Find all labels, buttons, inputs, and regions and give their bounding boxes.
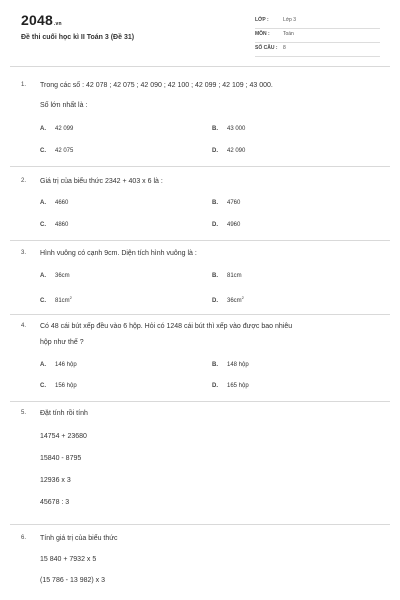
meta-label: SỐ CÂU :	[255, 45, 278, 51]
question-text: Tính giá trị của biểu thức	[40, 535, 118, 542]
answer-option[interactable]: A. 42 099	[40, 126, 74, 132]
question-text: Hình vuông có cạnh 9cm. Diện tích hình vuông là :	[40, 250, 197, 257]
meta-subject	[255, 28, 380, 43]
exam-title: Đề thi cuối học kì II Toán 3 (Đề 31)	[21, 34, 135, 41]
exercise-line: 12936 x 3	[40, 477, 71, 484]
answer-option[interactable]: C. 42 075	[40, 148, 74, 154]
meta-value: Lớp 3	[283, 17, 297, 23]
answer-option[interactable]: B. 43 000	[212, 126, 246, 132]
meta-label: MÔN :	[255, 31, 270, 37]
divider	[10, 166, 390, 167]
answer-option[interactable]: C. 4860	[40, 222, 69, 228]
answer-option[interactable]: D. 165 hộp	[212, 383, 249, 389]
exercise-line: (15 786 - 13 982) x 3	[40, 577, 105, 584]
question-text: Trong các số : 42 078 ; 42 075 ; 42 090 ; 42 100 ; 42 099 ; 42 109 ; 43 000.	[40, 82, 273, 89]
answer-option[interactable]: D. $36cm^2$	[212, 295, 244, 304]
answer-option[interactable]: D. 4960	[212, 222, 241, 228]
exercise-line: 14754 + 23680	[40, 433, 87, 440]
question-number: 1.	[21, 82, 27, 88]
question-text: Đặt tính rồi tính	[40, 410, 88, 417]
question-number: 2.	[21, 178, 27, 184]
divider	[10, 314, 390, 315]
divider	[10, 66, 390, 67]
exercise-line: 45678 : 3	[40, 499, 70, 506]
answer-option[interactable]: C. 156 hộp	[40, 383, 77, 389]
exam-header	[0, 0, 400, 66]
question-text-continued: hộp như thế ?	[40, 339, 84, 346]
answer-option[interactable]: A. 146 hộp	[40, 362, 77, 368]
question-number: 5.	[21, 410, 27, 416]
meta-value: Toán	[283, 31, 294, 37]
site-logo[interactable]: 2048.vn	[21, 12, 62, 28]
answer-option[interactable]: A. 36cm	[40, 273, 70, 279]
exercise-line: 15 840 + 7932 x 5	[40, 556, 97, 563]
meta-value: 8	[283, 45, 286, 51]
question-number: 4.	[21, 323, 27, 329]
answer-option[interactable]: B. 148 hộp	[212, 362, 249, 368]
divider	[10, 240, 390, 241]
answer-option[interactable]: C. $81cm^2$	[40, 295, 72, 304]
meta-class	[255, 14, 380, 29]
question-text: Có 48 cái bút xếp đều vào 6 hộp. Hỏi có 1248 cái bút thì xếp vào được bao nhiêu	[40, 323, 293, 330]
divider	[10, 401, 390, 402]
answer-option[interactable]: D. 42 090	[212, 148, 246, 154]
question-subtext: Số lớn nhất là :	[40, 102, 88, 109]
question-number: 6.	[21, 535, 27, 541]
answer-option[interactable]: B. 81cm	[212, 273, 242, 279]
meta-question-count	[255, 42, 380, 57]
answer-option[interactable]: B. 4760	[212, 200, 241, 206]
question-text: Giá trị của biểu thức 2342 + 403 x 6 là :	[40, 178, 163, 185]
answer-option[interactable]: A. 4660	[40, 200, 69, 206]
divider	[10, 524, 390, 525]
question-number: 3.	[21, 250, 27, 256]
meta-label: LỚP :	[255, 17, 269, 23]
exercise-line: 15840 - 8795	[40, 455, 82, 462]
